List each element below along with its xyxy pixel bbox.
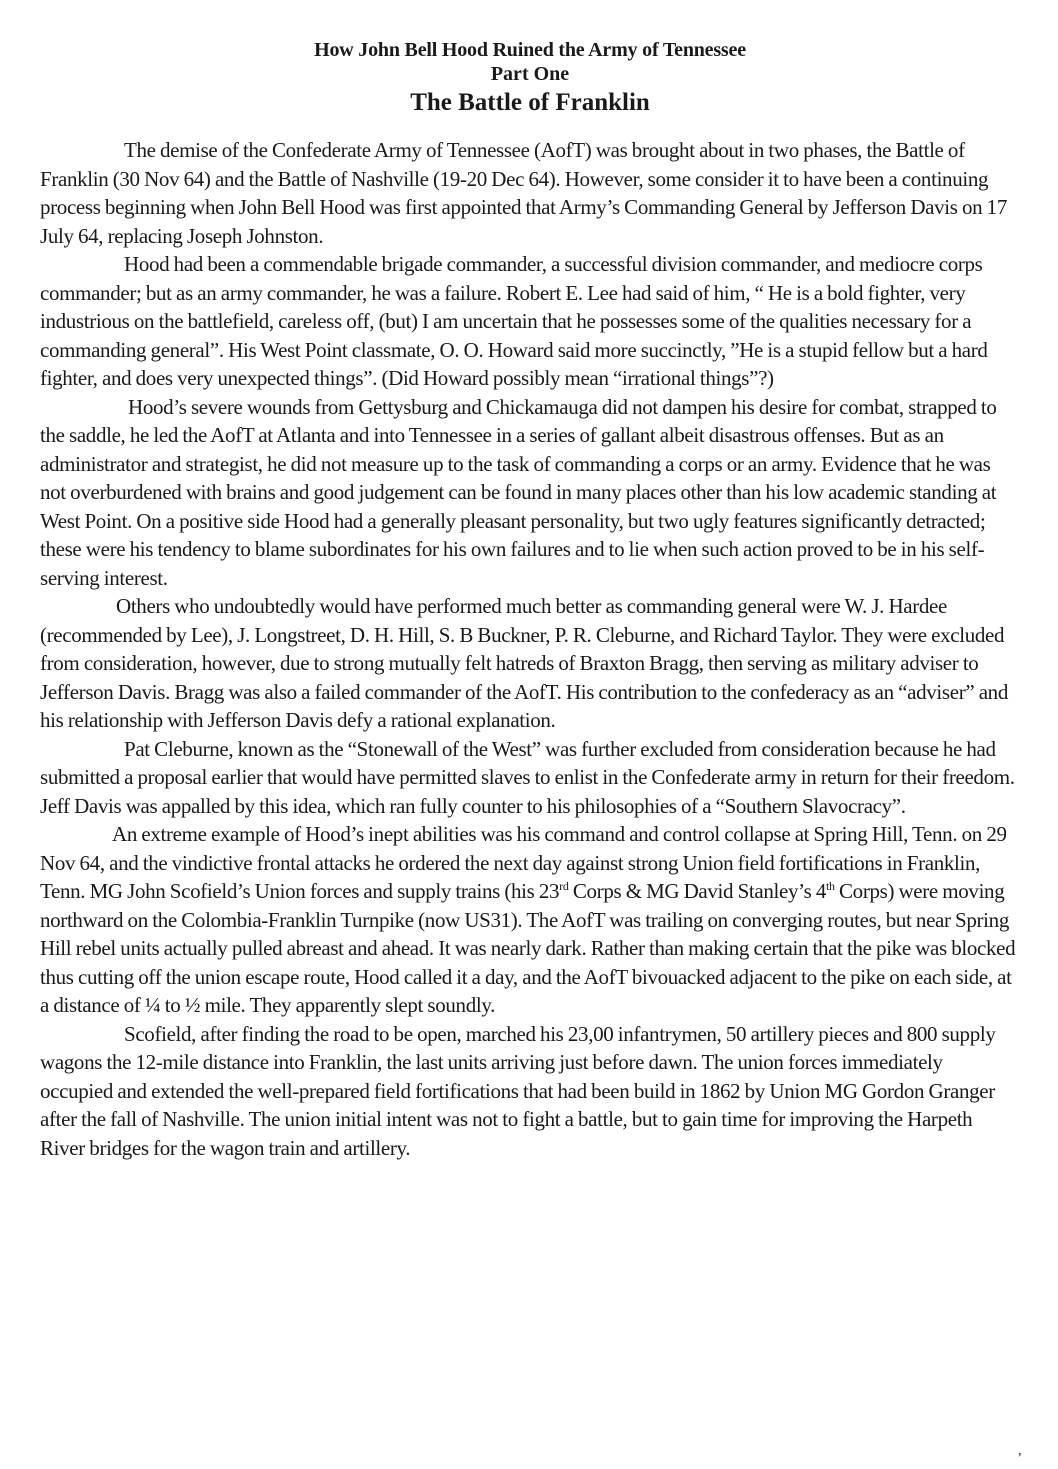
document-subtitle: The Battle of Franklin [410, 89, 650, 116]
document-body [40, 136, 1020, 1162]
paragraph [40, 820, 1020, 1020]
paragraph: The demise of the Confederate Army of Tennessee (AofT) was brought about in two phases, the Battle of Franklin (30 Nov 64) and the Battle of Nashville (19-20 Dec 64). However, some consider it to have been a continuing process beginning when John Bell Hood was first appointed that Army’s Commanding General by Jefferson Davis on 17 July 64, replacing Joseph Johnston. [40, 138, 1007, 248]
document-part: Part One [490, 63, 570, 85]
paragraph-text: Corps & MG David Stanley’s 4 [568, 879, 826, 903]
paragraph: Hood’s severe wounds from Gettysburg and Chickamauga did not dampen his desire for combat, strapped to the saddle, he led the AofT at Atlanta and into Tennessee in a series of gallant albeit disastrous offenses. But as an administrator and strategist, he did not measure up to the task of commanding a corps or an army. Evidence that he was not overburdened with brains and good judgement can be found in many places other than his low academic standing at West Point. On a positive side Hood had a generally pleasant personality, but two ugly features significantly detracted; these were his tendency to blame subordinates for his own failures and to lie when such action proved to be in his self-serving interest. [40, 394, 997, 590]
paragraph: Pat Cleburne, known as the “Stonewall of the West” was further excluded from consideration because he had submitted a proposal earlier that would have permitted slaves to enlist in the Confederate army in return for their freedom. Jeff Davis was appalled by this idea, which ran fully counter to his philosophies of a “Southern Slavocracy”. [40, 736, 1015, 818]
paragraph: Others who undoubtedly would have performed much better as commanding general were W. J. Hardee (recommended by Lee), J. Longstreet, D. H. Hill, S. B Buckner, P. R. Cleburne, and Richard Taylor. They were excluded from consideration, however, due to strong mutually felt hatreds of Braxton Bragg, then serving as military adviser to Jefferson Davis. Bragg was also a failed commander of the AofT. His contribution to the confederacy as an “adviser” and his relationship with Jefferson Davis defy a rational explanation. [40, 594, 1008, 732]
paragraph-text: Corps) were moving northward on the Colombia-Franklin Turnpike (now US31). The AofT was trailing on converging routes, but near Spring Hill rebel units actually pulled abreast and ahead. It was nearly dark. Rather than making certain that the pike was blocked thus cutting off the union escape route, Hood called it a day, and the AofT bivouacked adjacent to the pike on each side, at a distance of ¼ to ½ mile. They apparently slept soundly. [40, 879, 1016, 1017]
paragraph: Scofield, after finding the road to be open, marched his 23,00 infantrymen, 50 artillery pieces and 800 supply wagons the 12-mile distance into Franklin, the last units arriving just before dawn. The union forces immediately occupied and extended the well-prepared field fortifications that had been build in 1862 by Union MG Gordon Granger after the fall of Nashville. The union initial intent was not to fight a battle, but to gain time for improving the Harpeth River bridges for the wagon train and artillery. [40, 1021, 996, 1160]
document-page [40, 0, 1020, 1162]
page-mark: ’ [1017, 1451, 1022, 1466]
paragraph: Hood had been a commendable brigade commander, a successful division commander, and mediocre corps commander; but as an army commander, he was a failure. Robert E. Lee had said of him, “ He is a bold fighter, very industrious on the battlefield, careless off, (but) I am uncertain that he possesses some of the qualities necessary for a commanding general”. His West Point classmate, O. O. Howard said more succinctly, ”He is a stupid fellow but a hard fighter, and does very unexpected things”. (Did Howard possibly mean “irrational things”?) [40, 252, 988, 390]
paragraph-text: An extreme example of Hood’s inept abilities was his command and control collapse at Spring Hill, Tenn. on 29 Nov 64, and the vindictive frontal attacks he ordered the next day against strong Union field fortifications in Franklin, Tenn. MG John Scofield’s Union forces and supply trains (his 23 [40, 822, 1007, 903]
ordinal-suffix: rd [559, 879, 569, 893]
ordinal-suffix: th [825, 879, 835, 893]
title-block [40, 0, 1020, 120]
document-title: How John Bell Hood Ruined the Army of Tennessee [314, 39, 746, 61]
